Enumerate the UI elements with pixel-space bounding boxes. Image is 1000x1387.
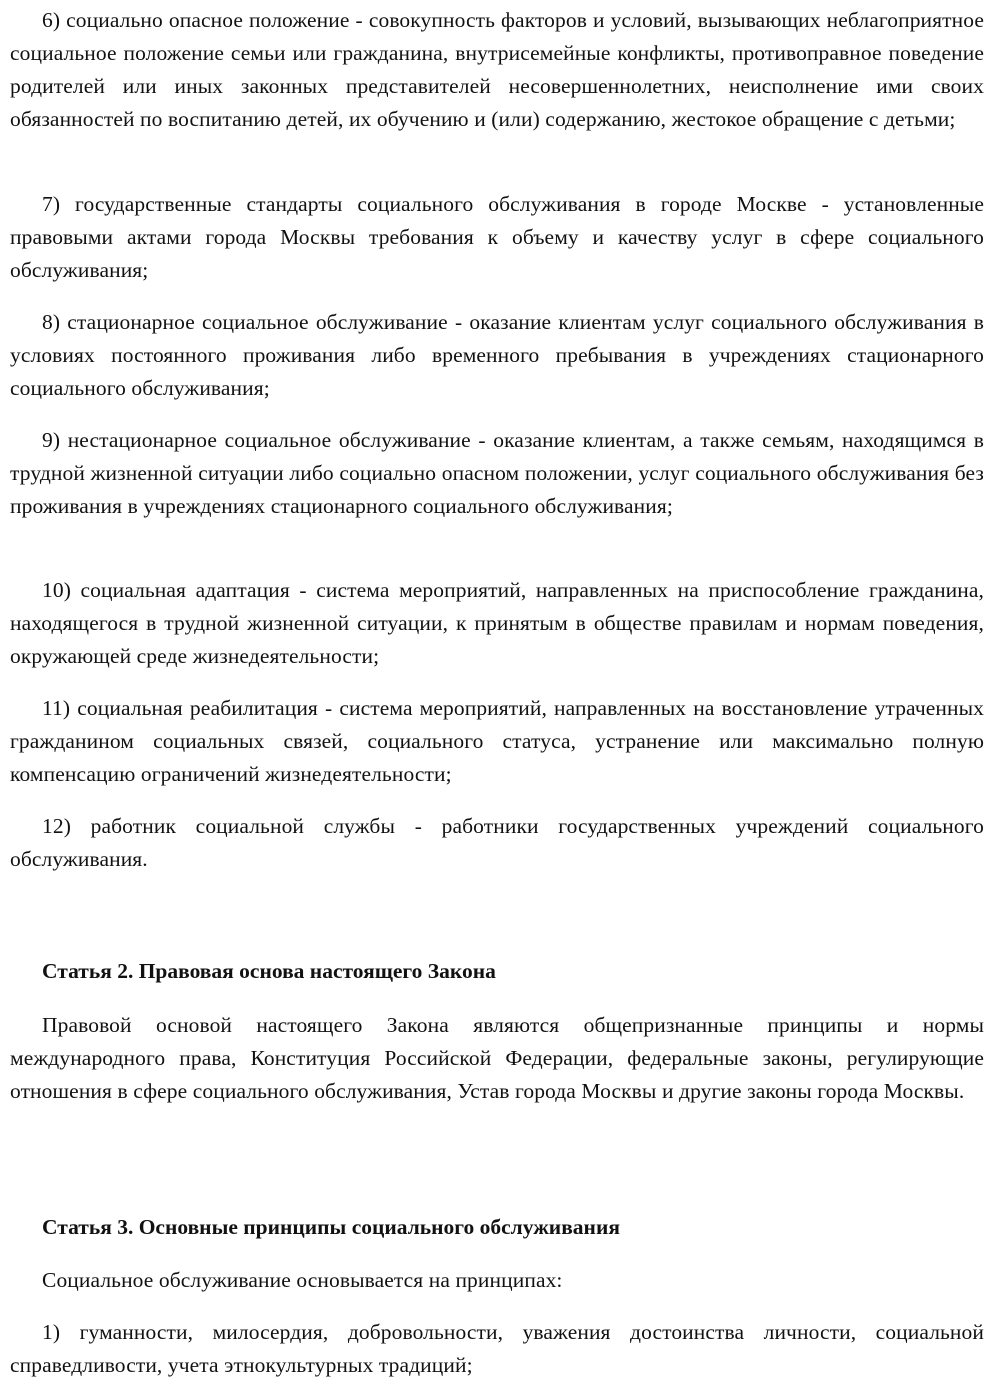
- article-3-item-1: 1) гуманности, милосердия, добровольности, уважения достоинства личности, социальной справедливости, учета этнокультурных традиций;: [10, 1320, 984, 1377]
- paragraph-item-7: 7) государственные стандарты социального обслуживания в городе Москве - установленные правовыми актами города Москвы требования к объему и качеству услуг в сфере социального обслуживания;: [10, 192, 984, 282]
- article-3-intro: Социальное обслуживание основывается на принципах:: [42, 1268, 563, 1292]
- paragraph-item-10: 10) социальная адаптация - система мероприятий, направленных на приспособление гражданина, находящегося в трудной жизненной ситуации, к принятым в обществе правилам и нормам поведения, окружающей среде жизнедеятельности;: [10, 578, 984, 668]
- paragraph-item-6: 6) социально опасное положение - совокупность факторов и условий, вызывающих неблагоприятное социальное положение семьи или гражданина, внутрисемейные конфликты, противоправное поведение родителей или иных законных представителей несовершеннолетних, неисполнение ими своих обязанностей по воспитанию детей, их обучению и (или) содержанию, жестокое обращение с детьми;: [10, 8, 984, 131]
- article-3-heading: Статья 3. Основные принципы социального обслуживания: [42, 1215, 620, 1239]
- paragraph-item-8: 8) стационарное социальное обслуживание - оказание клиентам услуг социального обслуживания в условиях постоянного проживания либо временного пребывания в учреждениях стационарного социального обслуживания;: [10, 310, 984, 400]
- article-2-heading: Статья 2. Правовая основа настоящего Закона: [42, 959, 496, 983]
- article-2-text: Правовой основой настоящего Закона являются общепризнанные принципы и нормы международного права, Конституция Российской Федерации, федеральные законы, регулирующие отношения в сфере социального обслуживания, Устав города Москвы и другие законы города Москвы.: [10, 1013, 984, 1103]
- paragraph-item-11: 11) социальная реабилитация - система мероприятий, направленных на восстановление утраченных гражданином социальных связей, социального статуса, устранение или максимально полную компенсацию ограничений жизнедеятельности;: [10, 696, 984, 786]
- paragraph-item-9: 9) нестационарное социальное обслуживание - оказание клиентам, а также семьям, находящимся в трудной жизненной ситуации либо социально опасном положении, услуг социального обслуживания без проживания в учреждениях стационарного социального обслуживания;: [10, 428, 984, 518]
- paragraph-item-12: 12) работник социальной службы - работники государственных учреждений социального обслуживания.: [10, 814, 984, 871]
